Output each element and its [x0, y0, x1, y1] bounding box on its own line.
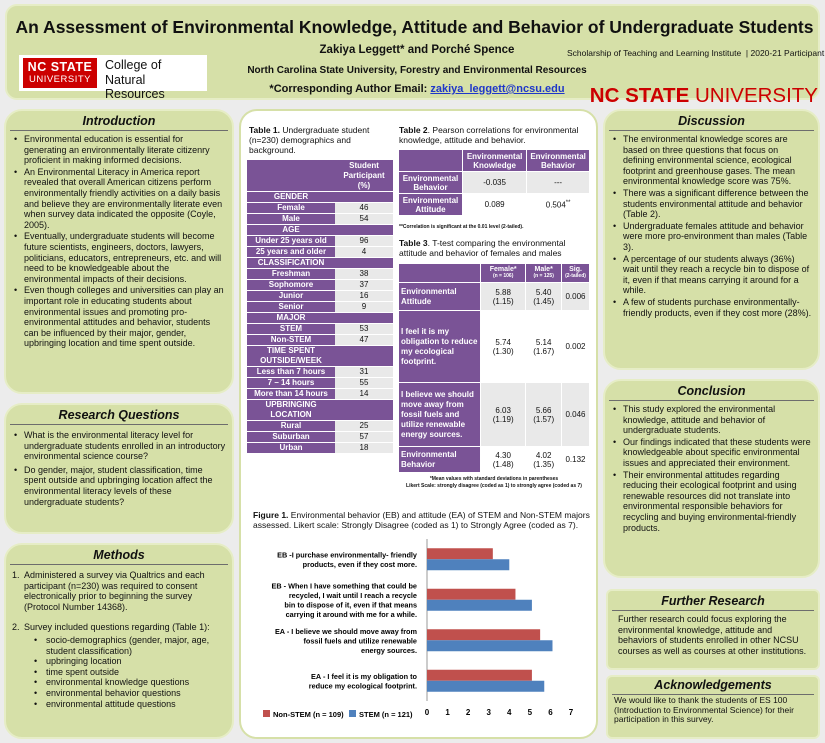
methods-list	[12, 570, 226, 709]
table-cell-value: 38	[335, 269, 393, 280]
table-header-female	[481, 264, 526, 283]
category-label: carrying it around with me for a while.	[285, 610, 417, 619]
table-cell-value	[335, 192, 393, 203]
methods-panel	[4, 543, 234, 739]
table-cell-value	[526, 283, 562, 311]
x-tick-label: 7	[568, 708, 574, 717]
college-logo	[19, 55, 207, 101]
table-cell-value	[335, 346, 393, 367]
table-cell-value: 4	[335, 247, 393, 258]
table-row-label: Female	[247, 203, 335, 214]
table-cell-value: 0.002	[562, 311, 590, 383]
sub-list-item: • time spent outside	[24, 667, 226, 678]
table-cell-value	[527, 194, 590, 216]
sub-list-item: • environmental behavior questions	[24, 688, 226, 699]
category-label: EB - When I have something that could be	[271, 581, 417, 591]
significance-marker: **	[565, 200, 571, 207]
table-row-label: Environmental Behavior	[399, 447, 481, 473]
bar	[427, 681, 544, 692]
table-row-label: Urban	[247, 443, 335, 454]
x-tick-label: 0	[424, 708, 430, 717]
list-item: • A percentage of our students always (36%) wait until they reach a recycle bin to dispose of it, even if that means carrying it around for a while.	[611, 254, 812, 296]
conclusion-title: Conclusion	[609, 381, 814, 401]
list-item: • Eventually, undergraduate students will become future scientists, engineers, doctors, lawyers, politicians, educators, entrepreneurs, etc. and will need to be knowledgeable about the environmental impacts of their decisions.	[12, 231, 226, 284]
table-cell-value: 0.132	[562, 447, 590, 473]
bar	[427, 629, 540, 640]
bar	[427, 600, 532, 611]
ncstate-logo-line2: UNIVERSITY	[28, 74, 91, 85]
table3-caption	[399, 238, 594, 258]
list-number: 2.	[12, 622, 20, 633]
mean-value: 5.14	[535, 337, 552, 347]
table-cell-value	[526, 447, 562, 473]
category-label: energy sources.	[361, 645, 417, 655]
list-item: • An Environmental Literacy in America report revealed that overall American citizens perform environmentally friendly activities on a daily basis and believe they are environmentally literate even when survey data indicated the opposite (Coyle, 2005).	[12, 167, 226, 231]
table-cell-value	[335, 258, 393, 269]
table-row-label: 25 years and older	[247, 247, 335, 258]
table-row-label: Rural	[247, 421, 335, 432]
mean-value: 5.88	[495, 287, 511, 297]
list-item	[12, 570, 226, 612]
category-label: EB -I purchase environmentally- friendly	[277, 550, 417, 560]
sd-value: (1.19)	[492, 414, 514, 424]
correlation-table	[398, 149, 590, 216]
table-row-label: Sophomore	[247, 280, 335, 291]
table-row-label: Suburban	[247, 432, 335, 443]
table-cell-value: 55	[335, 378, 393, 389]
table-row	[399, 283, 590, 311]
table1-caption-label: Table 1.	[249, 125, 281, 135]
x-tick-label: 5	[527, 708, 533, 717]
category-label: recycled, I wait until I reach a recycle	[288, 591, 417, 600]
correlation-value: 0.504	[545, 200, 566, 210]
table-row-label: TIME SPENT OUTSIDE/WEEK	[247, 346, 335, 367]
table-cell-value: -0.035	[463, 172, 527, 194]
table-row-label: Male	[247, 214, 335, 225]
table-row-label: Environmental Behavior	[399, 172, 463, 194]
authors: Zakiya Leggett* and Porché Spence	[319, 44, 515, 56]
sd-value: (1.45)	[533, 296, 555, 306]
mean-value: 4.30	[495, 450, 511, 460]
table-cell-value	[481, 447, 526, 473]
category-label: EA - I believe we should move away from	[274, 626, 417, 636]
legend-swatch	[349, 710, 356, 717]
college-name-line2: Natural Resources	[105, 73, 165, 101]
bar	[427, 640, 552, 651]
male-n: (n = 125)	[533, 273, 554, 279]
table-cell-value	[335, 225, 393, 236]
introduction-list	[12, 134, 226, 349]
table-row-label: MAJOR	[247, 313, 335, 324]
table-row-label: More than 14 hours	[247, 389, 335, 400]
sd-value: (1.48)	[492, 459, 514, 469]
category-label: EA - I feel it is my obligation to	[311, 672, 417, 681]
list-item: • This study explored the environmental knowledge, attitude and behavior of undergraduate students.	[611, 404, 812, 436]
corresponding-line	[212, 83, 622, 95]
bar	[427, 589, 515, 600]
legend-swatch	[263, 710, 270, 717]
table-cell-value: 18	[335, 443, 393, 454]
further-research-text: Further research could focus exploring the environmental knowledge, attitude and behaviors of students enrolled in other NCSU courses as well as courses at other institutions.	[618, 614, 807, 656]
table-row-label: GENDER	[247, 192, 335, 203]
table-cell-value: 57	[335, 432, 393, 443]
list-item: • Undergraduate females attitude and behavior were more pro-environment than males (Table 3).	[611, 221, 812, 253]
table-cell-value: 53	[335, 324, 393, 335]
category-label: reduce my ecological footprint.	[308, 681, 417, 691]
affiliation: North Carolina State University, Forestry and Environmental Resources	[247, 65, 587, 76]
discussion-list	[611, 134, 812, 318]
college-name-line1: College of	[105, 58, 162, 72]
table-cell-value: 47	[335, 335, 393, 346]
sd-value: (1.67)	[533, 346, 555, 356]
poster-title: An Assessment of Environmental Knowledge, Attitude and Behavior of Undergraduate Students	[15, 17, 814, 37]
table3-note2: Likert Scale: strongly disagree (coded as 1) to strongly agree (coded as 7)	[406, 483, 582, 489]
table-row-label: Less than 7 hours	[247, 367, 335, 378]
email-link[interactable]: zakiya_leggett@ncsu.edu	[430, 83, 565, 95]
table-header-knowledge: Environmental Knowledge	[463, 150, 527, 172]
mean-value: 4.02	[535, 450, 552, 460]
table3-caption-text: . T-test comparing the environmental attitude and behavior of females and males	[399, 238, 566, 258]
table-cell-value	[335, 313, 393, 324]
table-row-label: Freshman	[247, 269, 335, 280]
introduction-panel	[4, 109, 234, 394]
methods-title: Methods	[10, 545, 228, 565]
list-item: • There was a significant difference between the students environmental attitude and behavior (Table 2).	[611, 188, 812, 220]
ncstate-logo-box	[23, 58, 97, 88]
acknowledgements-text: We would like to thank the students of ES 100 (Introduction to Environmental Science) for their participation in this survey.	[614, 695, 795, 724]
sd-value: (1.15)	[492, 296, 514, 306]
table-header-blank	[399, 150, 463, 172]
category-label: fossil fuels and utilize renewable	[303, 636, 417, 646]
sub-list-item: • socio-demographics (gender, major, age, student classification)	[24, 635, 226, 656]
table-cell-value	[526, 311, 562, 383]
table-row-label: I feel it is my obligation to reduce my ecological footprint.	[399, 311, 481, 383]
table-header-blank	[247, 160, 335, 192]
category-label: bin to dispose of it, even if that means	[284, 600, 417, 610]
methods-sublist	[24, 635, 226, 709]
table2-caption	[399, 125, 594, 145]
table3-note1: *Mean values with standard deviations in parentheses	[429, 476, 559, 482]
mean-value: 6.03	[495, 405, 511, 415]
bar	[427, 548, 493, 559]
sub-list-item: • upbringing location	[24, 656, 226, 667]
method-text: Administered a survey via Qualtrics and each participant (n=230) was required to consent electronically prior to beginning the survey (Protocol Number 14368).	[24, 570, 205, 612]
legend-label: STEM (n = 121)	[359, 710, 413, 719]
sub-list-item: • environmental knowledge questions	[24, 677, 226, 688]
research-questions-title: Research Questions	[10, 405, 228, 425]
introduction-title: Introduction	[10, 111, 228, 131]
list-item: • Do gender, major, student classification, time spent outside and upbringing location affect the environmental literacy levels of these undergraduate students?	[12, 465, 226, 507]
mean-value: 5.66	[535, 405, 552, 415]
table-cell-value: 9	[335, 302, 393, 313]
conclusion-list	[611, 404, 812, 533]
results-panel	[239, 109, 598, 739]
method-text: Survey included questions regarding (Table 1):	[24, 622, 210, 633]
list-item	[12, 622, 226, 709]
scholarship-text: Scholarship of Teaching and Learning Institute | 2020-21 Participant	[567, 48, 825, 58]
table-cell-value: 0.089	[463, 194, 527, 216]
table-cell-value: 0.006	[562, 283, 590, 311]
category-label: products, even if they cost more.	[302, 560, 417, 569]
table1-caption-text: Undergraduate student (n=230) demographics and background.	[249, 125, 370, 155]
table-row-label: Environmental Attitude	[399, 283, 481, 311]
table-cell-value: 16	[335, 291, 393, 302]
ncstate-wordmark-bold: NC STATE	[589, 84, 690, 107]
x-tick-label: 6	[548, 708, 553, 717]
x-tick-label: 3	[486, 708, 491, 717]
table-header-sig	[562, 264, 590, 283]
bar	[427, 559, 509, 570]
table-cell-value: 96	[335, 236, 393, 247]
table-row-label: AGE	[247, 225, 335, 236]
table-row-label: CLASSIFICATION	[247, 258, 335, 269]
conclusion-panel	[603, 379, 820, 578]
table-row	[399, 447, 590, 473]
table-row-label: Junior	[247, 291, 335, 302]
table-header-behavior: Environmental Behavior	[527, 150, 590, 172]
sig-label: Sig.	[569, 266, 582, 273]
acknowledgements-title: Acknowledgements	[612, 677, 814, 695]
table-cell-value: ---	[527, 172, 590, 194]
table-cell-value	[481, 283, 526, 311]
table-cell-value	[526, 383, 562, 447]
research-questions-list	[12, 430, 226, 507]
figure1-caption	[253, 510, 593, 530]
figure1-caption-label: Figure 1.	[253, 510, 289, 520]
further-research-panel	[606, 589, 820, 670]
table-cell-value: 14	[335, 389, 393, 400]
x-tick-label: 4	[507, 708, 512, 717]
table-row	[399, 383, 590, 447]
bar	[427, 670, 532, 681]
sig-sub: (2-tailed)	[565, 273, 586, 279]
table-cell-value: 46	[335, 203, 393, 214]
sd-value: (1.35)	[533, 459, 555, 469]
table2-caption-label: Table 2	[399, 125, 428, 135]
discussion-panel	[603, 109, 820, 370]
sub-list-item: • environmental attitude questions	[24, 699, 226, 710]
table-cell-value: 37	[335, 280, 393, 291]
list-item: • Their environmental attitudes regarding reducing their ecological footprint and using renewable resources did not translate into environmental responsible behaviors for recycling and buying environmental-friendly products.	[611, 470, 812, 534]
table-row-label: 7 – 14 hours	[247, 378, 335, 389]
table-header-male	[526, 264, 562, 283]
table-row-label: Non-STEM	[247, 335, 335, 346]
x-tick-label: 1	[445, 708, 450, 717]
behavior-attitude-chart	[241, 531, 596, 731]
ttest-table	[398, 263, 590, 473]
male-label: Male*	[534, 266, 553, 273]
table-row-label: Senior	[247, 302, 335, 313]
sd-value: (1.30)	[492, 346, 514, 356]
table-cell-value	[481, 311, 526, 383]
table-cell-value: 31	[335, 367, 393, 378]
mean-value: 5.74	[495, 337, 511, 347]
further-research-title: Further Research	[612, 591, 814, 611]
table-row-label: I believe we should move away from fossil fuels and utilize renewable energy sources.	[399, 383, 481, 447]
list-item: • Environmental education is essential for generating an environmentally literate citizenry proficient in making informed decisions.	[12, 134, 226, 166]
legend-label: Non-STEM (n = 109)	[273, 710, 344, 719]
table-row-label: UPBRINGING LOCATION	[247, 400, 335, 421]
table-row	[399, 311, 590, 383]
discussion-title: Discussion	[609, 111, 814, 131]
table-cell-value: 25	[335, 421, 393, 432]
research-questions-panel	[4, 403, 234, 534]
list-number: 1.	[12, 570, 20, 580]
female-label: Female*	[489, 266, 517, 273]
table-cell-value	[481, 383, 526, 447]
table-row-label: Environmental Attitude	[399, 194, 463, 216]
list-item: • Our findings indicated that these students were knowledgeable about specific environmental issues and appreciated their environment.	[611, 437, 812, 469]
table-header-participant: Student Participant (%)	[335, 160, 393, 192]
ncstate-wordmark-light: UNIVERSITY	[689, 84, 818, 107]
table-cell-value	[335, 400, 393, 421]
mean-value: 5.40	[535, 287, 552, 297]
table-row-label: Under 25 years old	[247, 236, 335, 247]
table2-caption-text: . Pearson correlations for environmental knowledge, attitude and behavior.	[399, 125, 579, 145]
table2-note: **Correlation is significant at the 0.01 level (2-tailed).	[399, 224, 524, 230]
list-item: • Even though colleges and universities can play an important role in educating students about environmental issues and promoting pro-environmental attitudes and behavior, students can be influenced by their major, gender, upbringing location and time spent outside.	[12, 285, 226, 349]
table1-caption	[249, 125, 389, 155]
ncstate-logo-line1: NC STATE	[27, 60, 93, 74]
figure1-caption-text: Environmental behavior (EB) and attitude (EA) of STEM and Non-STEM majors assessed. Likert scale: Strongly Disagree (coded as 1) to Strongly Agree (coded as 7).	[253, 510, 590, 530]
corresponding-label: *Corresponding Author Email:	[269, 83, 428, 95]
list-item: • What is the environmental literacy level for undergraduate students enrolled in an introductory environmental science course?	[12, 430, 226, 462]
acknowledgements-panel	[606, 675, 820, 739]
table3-caption-label: Table 3	[399, 238, 428, 248]
table-row-label: STEM	[247, 324, 335, 335]
table-cell-value: 0.046	[562, 383, 590, 447]
list-item: • The environmental knowledge scores are based on three questions that focus on defining environmental science, ecological footprint and greenhouse gases. The mean environmental knowledge score was 75%.	[611, 134, 812, 187]
table-cell-value: 54	[335, 214, 393, 225]
demographics-table	[247, 159, 393, 453]
header-panel	[5, 4, 825, 107]
x-tick-label: 2	[465, 708, 471, 717]
female-n: (n = 106)	[492, 273, 514, 279]
table-header-blank	[399, 264, 481, 283]
list-item: • A few of students purchase environmentally-friendly products, even if they cost more (28%).	[611, 297, 812, 318]
sd-value: (1.57)	[533, 414, 555, 424]
